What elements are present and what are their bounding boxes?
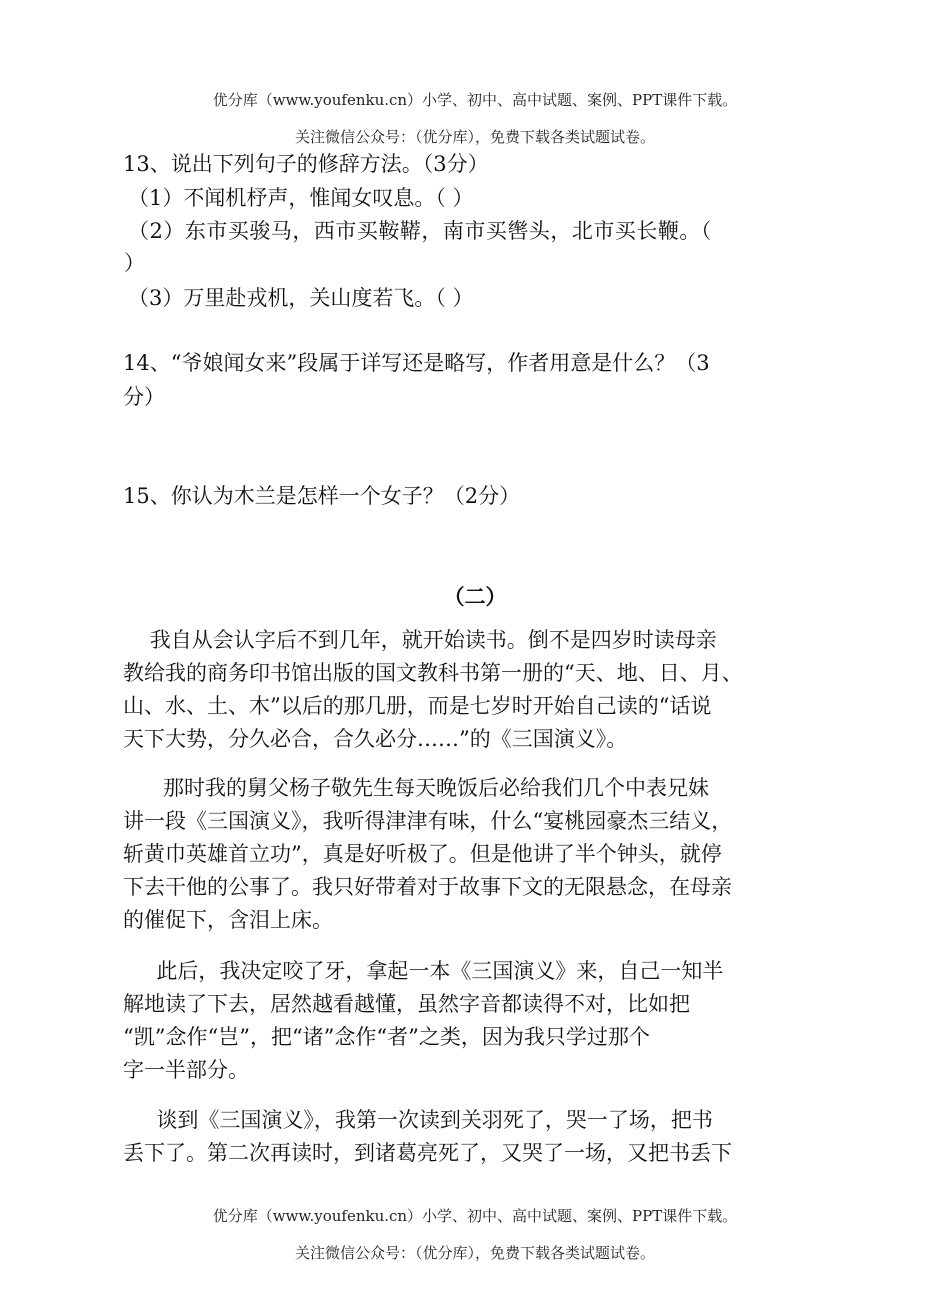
- footer-wechat-notice: 关注微信公众号：（优分库），免费下载各类试题试卷。: [294, 1244, 655, 1262]
- question-13-item-3: （3）万里赴戎机，关山度若飞。（ ）: [128, 286, 474, 310]
- passage-line: 下去干他的公事了。我只好带着对于故事下文的无限悬念，在母亲: [123, 875, 732, 899]
- passage-line: 字一半部分。: [123, 1058, 249, 1082]
- passage-paragraph-1: [123, 624, 838, 756]
- passage-line: 那时我的舅父杨子敬先生每天晚饭后必给我们几个中表兄妹: [123, 776, 710, 800]
- question-13-item-2-continued: ）: [124, 251, 145, 275]
- question-14-line-1: 14、“爷娘闻女来”段属于详写还是略写，作者用意是什么？（3: [123, 351, 710, 375]
- passage-paragraph-4: [123, 1104, 838, 1170]
- footer-site-notice: 优分库（www.youfenku.cn）小学、初中、高中试题、案例、PPT课件下载。: [212, 1207, 738, 1225]
- passage-line: 教给我的商务印书馆出版的国文教科书第一册的“天、地、日、月、: [123, 661, 743, 685]
- passage-line: 天下大势，分久必合，合久必分……”的《三国演义》。: [123, 727, 628, 751]
- passage-line: 丢下了。第二次再读时，到诸葛亮死了，又哭了一场，又把书丢下: [123, 1141, 732, 1165]
- question-14-line-2: 分）: [123, 385, 165, 409]
- section-title: （二）: [443, 584, 507, 609]
- passage-line: “凯”念作“岂”，把“诸”念作“者”之类，因为我只学过那个: [123, 1025, 650, 1049]
- question-15: 15、你认为木兰是怎样一个女子？（2分）: [123, 484, 521, 508]
- passage-line: 讲一段《三国演义》，我听得津津有味，什么“宴桃园豪杰三结义，: [123, 809, 733, 833]
- passage-line: 斩黄巾英雄首立功”，真是好听极了。但是他讲了半个钟头，就停: [123, 842, 722, 866]
- passage-line: 此后，我决定咬了牙，拿起一本《三国演义》来，自己一知半: [123, 959, 724, 983]
- question-13-title: 13、说出下列句子的修辞方法。（3分）: [123, 152, 489, 176]
- passage-line: 的催促下，含泪上床。: [123, 908, 333, 932]
- passage-line: 我自从会认字后不到几年，就开始读书。倒不是四岁时读母亲: [123, 628, 717, 652]
- passage-paragraph-2: [123, 772, 838, 937]
- passage-line: 解地读了下去，居然越看越懂，虽然字音都读得不对，比如把: [123, 992, 690, 1016]
- question-13-item-1: （1）不闻机杼声，惟闻女叹息。（ ）: [128, 186, 474, 210]
- passage-line: 谈到《三国演义》，我第一次读到关羽死了，哭一了场，把书: [123, 1108, 713, 1132]
- passage-paragraph-3: [123, 955, 838, 1087]
- question-13-item-2: （2）东市买骏马，西市买鞍鞯，南市买辔头，北市买长鞭。（: [128, 219, 712, 243]
- header-wechat-notice: 关注微信公众号：（优分库），免费下载各类试题试卷。: [294, 128, 655, 146]
- header-site-notice: 优分库（www.youfenku.cn）小学、初中、高中试题、案例、PPT课件下载。: [212, 91, 738, 109]
- passage-line: 山、水、土、木”以后的那几册，而是七岁时开始自己读的“话说: [123, 694, 712, 718]
